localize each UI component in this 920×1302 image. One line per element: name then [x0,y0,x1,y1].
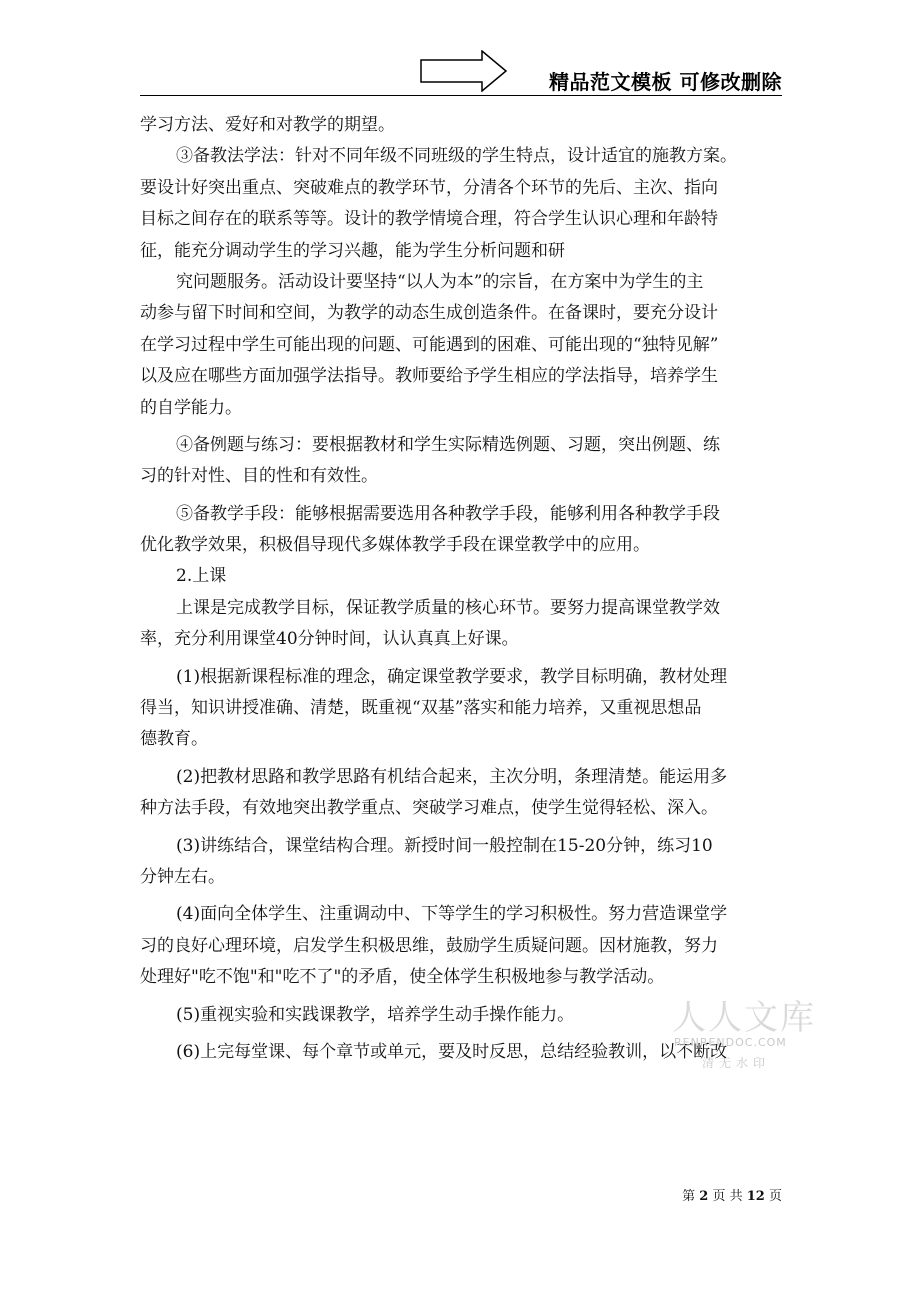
text-line: 的自学能力。 [140,397,242,418]
text-line: (1)根据新课程标准的理念，确定课堂教学要求，教学目标明确，教材处理 [176,666,728,687]
text-line: (5)重视实验和实践课教学，培养学生动手操作能力。 [176,1004,575,1025]
footer-middle: 页 共 [712,1189,743,1204]
text-line: (4)面向全体学生、注重调动中、下等学生的学习积极性。努力营造课堂学 [176,904,728,925]
header-divider [140,95,782,96]
text-line: 在学习过程中学生可能出现的问题、可能遇到的困难、可能出现的“独特见解” [140,334,719,355]
text-line: (2)把教材思路和教学思路有机结合起来，主次分明，条理清楚。能运用多 [176,766,728,787]
text-line: 征，能充分调动学生的学习兴趣，能为学生分析问题和研 [140,240,565,261]
text-line: 上课是完成教学目标，保证教学质量的核心环节。要努力提高课堂教学效 [176,597,720,618]
page-number: 2 [699,1189,709,1204]
text-line: 德教育。 [140,729,208,750]
page-footer [682,1185,782,1204]
section-heading: 2.上课 [176,566,227,587]
document-body [140,110,782,1068]
text-line: ③备教法学法：针对不同年级不同班级的学生特点，设计适宜的施教方案。 [176,146,737,167]
header-title: 精品范文模板 可修改删除 [549,70,782,94]
text-line: (3)讲练结合，课堂结构合理。新授时间一般控制在15-20分钟，练习10 [176,835,713,856]
text-line: 得当，知识讲授准确、清楚，既重视“双基”落实和能力培养，又重视思想品 [140,698,702,719]
page-total: 12 [746,1189,765,1204]
text-line: 动参与留下时间和空间，为教学的动态生成创造条件。在备课时，要充分设计 [140,303,718,324]
text-line: 目标之间存在的联系等等。设计的教学情境合理，符合学生认识心理和年龄特 [140,209,718,230]
text-line: 种方法手段，有效地突出教学重点、突破学习难点，使学生觉得轻松、深入。 [140,798,718,819]
text-line: ⑤备教学手段：能够根据需要选用各种教学手段，能够利用各种教学手段 [176,503,720,524]
watermark-note: 清无水印 [702,1056,771,1070]
footer-prefix: 第 [682,1189,696,1204]
page-header [140,48,782,98]
footer-suffix: 页 [768,1189,782,1204]
arrow-right-icon [420,50,508,92]
text-line: 分钟左右。 [140,866,225,887]
watermark-logo: 人人文库 [672,998,816,1038]
watermark-site: RENRENDOC.COM [674,1036,787,1049]
text-line: 以及应在哪些方面加强学法指导。教师要给予学生相应的学法指导，培养学生 [140,366,718,387]
text-line: 处理好"吃不饱"和"吃不了"的矛盾，使全体学生积极地参与教学活动。 [140,967,665,988]
text-line: 究问题服务。活动设计要坚持“以人为本”的宗旨，在方案中为学生的主 [176,271,704,292]
text-line: 率，充分利用课堂40分钟时间，认认真真上好课。 [140,629,519,650]
text-line: 要设计好突出重点、突破难点的教学环节，分清各个环节的先后、主次、指向 [140,177,718,198]
text-line: 学习方法、爱好和对教学的期望。 [140,115,395,135]
text-line: ④备例题与练习：要根据教材和学生实际精选例题、习题，突出例题、练 [176,434,720,455]
text-line: 习的针对性、目的性和有效性。 [140,466,378,487]
text-line: (6)上完每堂课、每个章节或单元，要及时反思，总结经验教训，以不断改 [176,1041,728,1062]
text-line: 优化教学效果，积极倡导现代多媒体教学手段在课堂教学中的应用。 [140,535,650,556]
text-line: 习的良好心理环境，启发学生积极思维，鼓励学生质疑问题。因材施教，努力 [140,935,718,956]
